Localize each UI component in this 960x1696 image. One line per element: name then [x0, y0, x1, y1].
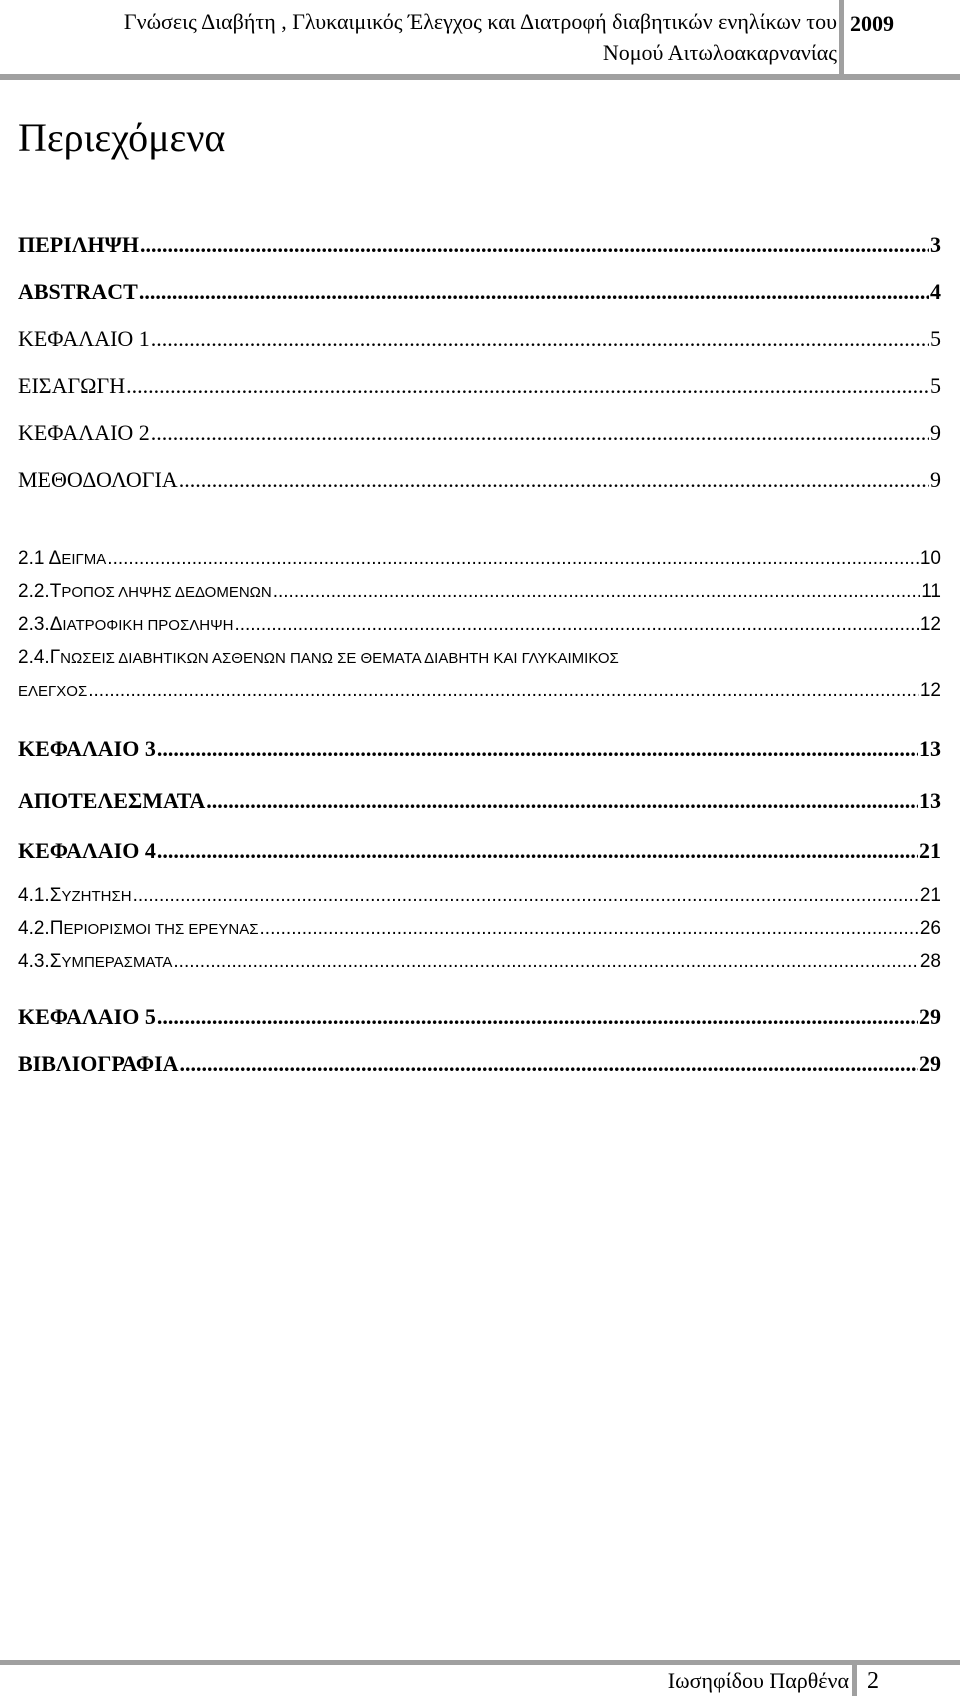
header-title [17, 6, 837, 68]
toc-entry-label [18, 613, 233, 638]
toc-entry-label [18, 884, 132, 909]
toc-entry-label [18, 547, 106, 572]
toc-leader-dots [139, 279, 929, 305]
toc-entry-perilipsi[interactable] [18, 232, 941, 258]
toc-leader-dots [157, 838, 918, 864]
toc-entry-label: ΚΕΦΑΛΑΙΟ 1 [18, 326, 150, 351]
toc-entry-initial: Τ [49, 581, 62, 602]
toc-entry-label: ΚΕΦΑΛΑΙΟ 4 [18, 838, 156, 863]
toc-leader-dots [173, 950, 918, 974]
toc-entry-initial: Σ [49, 885, 62, 906]
toc-entry-4-1[interactable] [18, 884, 941, 909]
toc-entry-page: 3 [930, 232, 941, 257]
toc-entry-page: 29 [919, 1051, 941, 1076]
header-title-line2: Νομού Αιτωλοακαρνανίας [602, 40, 837, 65]
toc-leader-dots [179, 467, 929, 493]
toc-leader-dots [206, 788, 918, 814]
toc-entry-page: 26 [919, 918, 941, 939]
toc-entry-text: ΥΜΠΕΡΑΣΜΑΤΑ [61, 954, 173, 971]
header-divider [839, 0, 844, 74]
toc-entry-abstract[interactable] [18, 279, 941, 305]
toc-entry-initial: Π [49, 918, 64, 939]
toc-entry-page: 21 [919, 885, 941, 906]
toc-entry-page: 12 [919, 614, 941, 635]
toc-entry-number: 2.3. [18, 614, 50, 635]
toc-entry-4-2[interactable] [18, 917, 941, 942]
toc-entry-vivliografia[interactable] [18, 1051, 941, 1077]
page-title: Περιεχόμενα [18, 115, 226, 160]
toc-entry-text: ΕΡΙΟΡΙΣΜΟΙ ΤΗΣ ΕΡΕΥΝΑΣ [63, 921, 259, 938]
toc-entry-text: ΡΟΠΟΣ ΛΗΨΗΣ ΔΕΔΟΜΕΝΩΝ [61, 584, 272, 601]
toc-entry-page: 9 [930, 420, 941, 445]
toc-entry-eisagogi[interactable] [18, 373, 941, 399]
header-rule [0, 74, 960, 80]
toc-entry-methodologia[interactable] [18, 467, 941, 493]
toc-leader-dots [260, 917, 919, 941]
toc-entry-text: ΙΑΤΡΟΦΙΚΗ ΠΡΟΣΛΗΨΗ [62, 617, 234, 634]
toc-entry-page: 12 [919, 680, 941, 701]
toc-entry-initial: Σ [49, 951, 62, 972]
toc-entry-page: 4 [930, 279, 941, 304]
toc-entry-2-1[interactable] [18, 547, 941, 572]
toc-entry-page: 5 [930, 326, 941, 351]
toc-entry-label: ΕΙΣΑΓΩΓΗ [18, 373, 126, 398]
toc-leader-dots [273, 580, 921, 604]
toc-entry-page: 11 [921, 581, 941, 602]
toc-leader-dots [180, 1051, 918, 1077]
toc-entry-label: ΕΛΕΓΧΟΣ [18, 683, 88, 700]
page-footer [0, 1660, 960, 1696]
toc-entry-chapter-5[interactable] [18, 1004, 941, 1030]
toc-entry-number: 4.1. [18, 885, 50, 906]
toc-entry-label: ΑΠΟΤΕΛΕΣΜΑΤΑ [18, 788, 206, 813]
toc-entry-initial: Δ [49, 614, 63, 635]
toc-entry-page: 10 [919, 548, 941, 569]
toc-entry-label: ΠΕΡΙΛΗΨΗ [18, 232, 139, 257]
toc-entry-text: ΥΖΗΤΗΣΗ [61, 888, 132, 905]
toc-entry-label [18, 917, 259, 942]
toc-leader-dots [140, 232, 929, 258]
toc-entry-number: 2.2. [18, 581, 50, 602]
toc-entry-page: 9 [930, 467, 941, 492]
toc-entry-page: 5 [930, 373, 941, 398]
toc-leader-dots [157, 736, 918, 762]
toc-leader-dots [133, 884, 919, 908]
toc-entry-label: ΚΕΦΑΛΑΙΟ 5 [18, 1004, 156, 1029]
toc-entry-page: 29 [919, 1004, 941, 1029]
toc-entry-number: 2.4. [18, 647, 50, 668]
toc-entry-2-4-line1[interactable] [18, 646, 941, 671]
toc-leader-dots [151, 420, 929, 446]
toc-leader-dots [234, 613, 918, 637]
footer-rule [0, 1660, 960, 1665]
toc-entry-label: ΚΕΦΑΛΑΙΟ 2 [18, 420, 150, 445]
toc-entry-label: ABSTRACT [18, 279, 138, 304]
toc-entry-number: 4.2. [18, 918, 50, 939]
toc-entry-page: 21 [919, 838, 941, 863]
page-header [0, 0, 960, 80]
toc-leader-dots [151, 326, 929, 352]
toc-entry-label [18, 950, 172, 975]
toc-entry-initial: Δ [48, 548, 62, 569]
toc-entry-2-2[interactable] [18, 580, 941, 605]
toc-entry-page: 13 [919, 788, 941, 813]
toc-entry-label: ΚΕΦΑΛΑΙΟ 3 [18, 736, 156, 761]
toc-entry-label: ΜΕΘΟΔΟΛΟΓΙΑ [18, 467, 178, 492]
toc-entry-text: ΝΩΣΕΙΣ ΔΙΑΒΗΤΙΚΩΝ ΑΣΘΕΝΩΝ ΠΑΝΩ ΣΕ ΘΕΜΑΤΑ ΔΙΑΒΗΤΗ ΚΑΙ ΓΛΥΚΑΙΜΙΚΟΣ [60, 650, 619, 667]
header-year: 2009 [850, 11, 894, 36]
toc-entry-2-3[interactable] [18, 613, 941, 638]
toc-leader-dots [107, 547, 919, 571]
toc-entry-chapter-3[interactable] [18, 736, 941, 762]
toc-leader-dots [88, 679, 919, 703]
toc-entry-apotelesmata[interactable] [18, 788, 941, 814]
toc-entry-label: ΒΙΒΛΙΟΓΡΑΦΙΑ [18, 1051, 179, 1076]
toc-entry-chapter-1[interactable] [18, 326, 941, 352]
toc-entry-chapter-2[interactable] [18, 420, 941, 446]
toc-entry-2-4-line2[interactable] [18, 679, 941, 704]
toc-entry-initial: Γ [49, 647, 61, 668]
toc-entry-number: 4.3. [18, 951, 50, 972]
toc-entry-4-3[interactable] [18, 950, 941, 975]
toc-entry-label [18, 580, 272, 605]
footer-page-number: 2 [867, 1668, 879, 1694]
toc-entry-chapter-4[interactable] [18, 838, 941, 864]
footer-author: Ιωσηφίδου Παρθένα [667, 1668, 849, 1693]
toc-entry-page: 28 [919, 951, 941, 972]
toc-leader-dots [157, 1004, 918, 1030]
toc-entry-text: ΕΙΓΜΑ [61, 551, 107, 568]
toc-leader-dots [126, 373, 929, 399]
toc-entry-number: 2.1 [18, 548, 49, 569]
toc-entry-page: 13 [919, 736, 941, 761]
header-title-line1: Γνώσεις Διαβήτη , Γλυκαιμικός Έλεγχος και Διατροφή διαβητικών ενηλίκων του [123, 9, 837, 34]
footer-divider [852, 1660, 857, 1696]
